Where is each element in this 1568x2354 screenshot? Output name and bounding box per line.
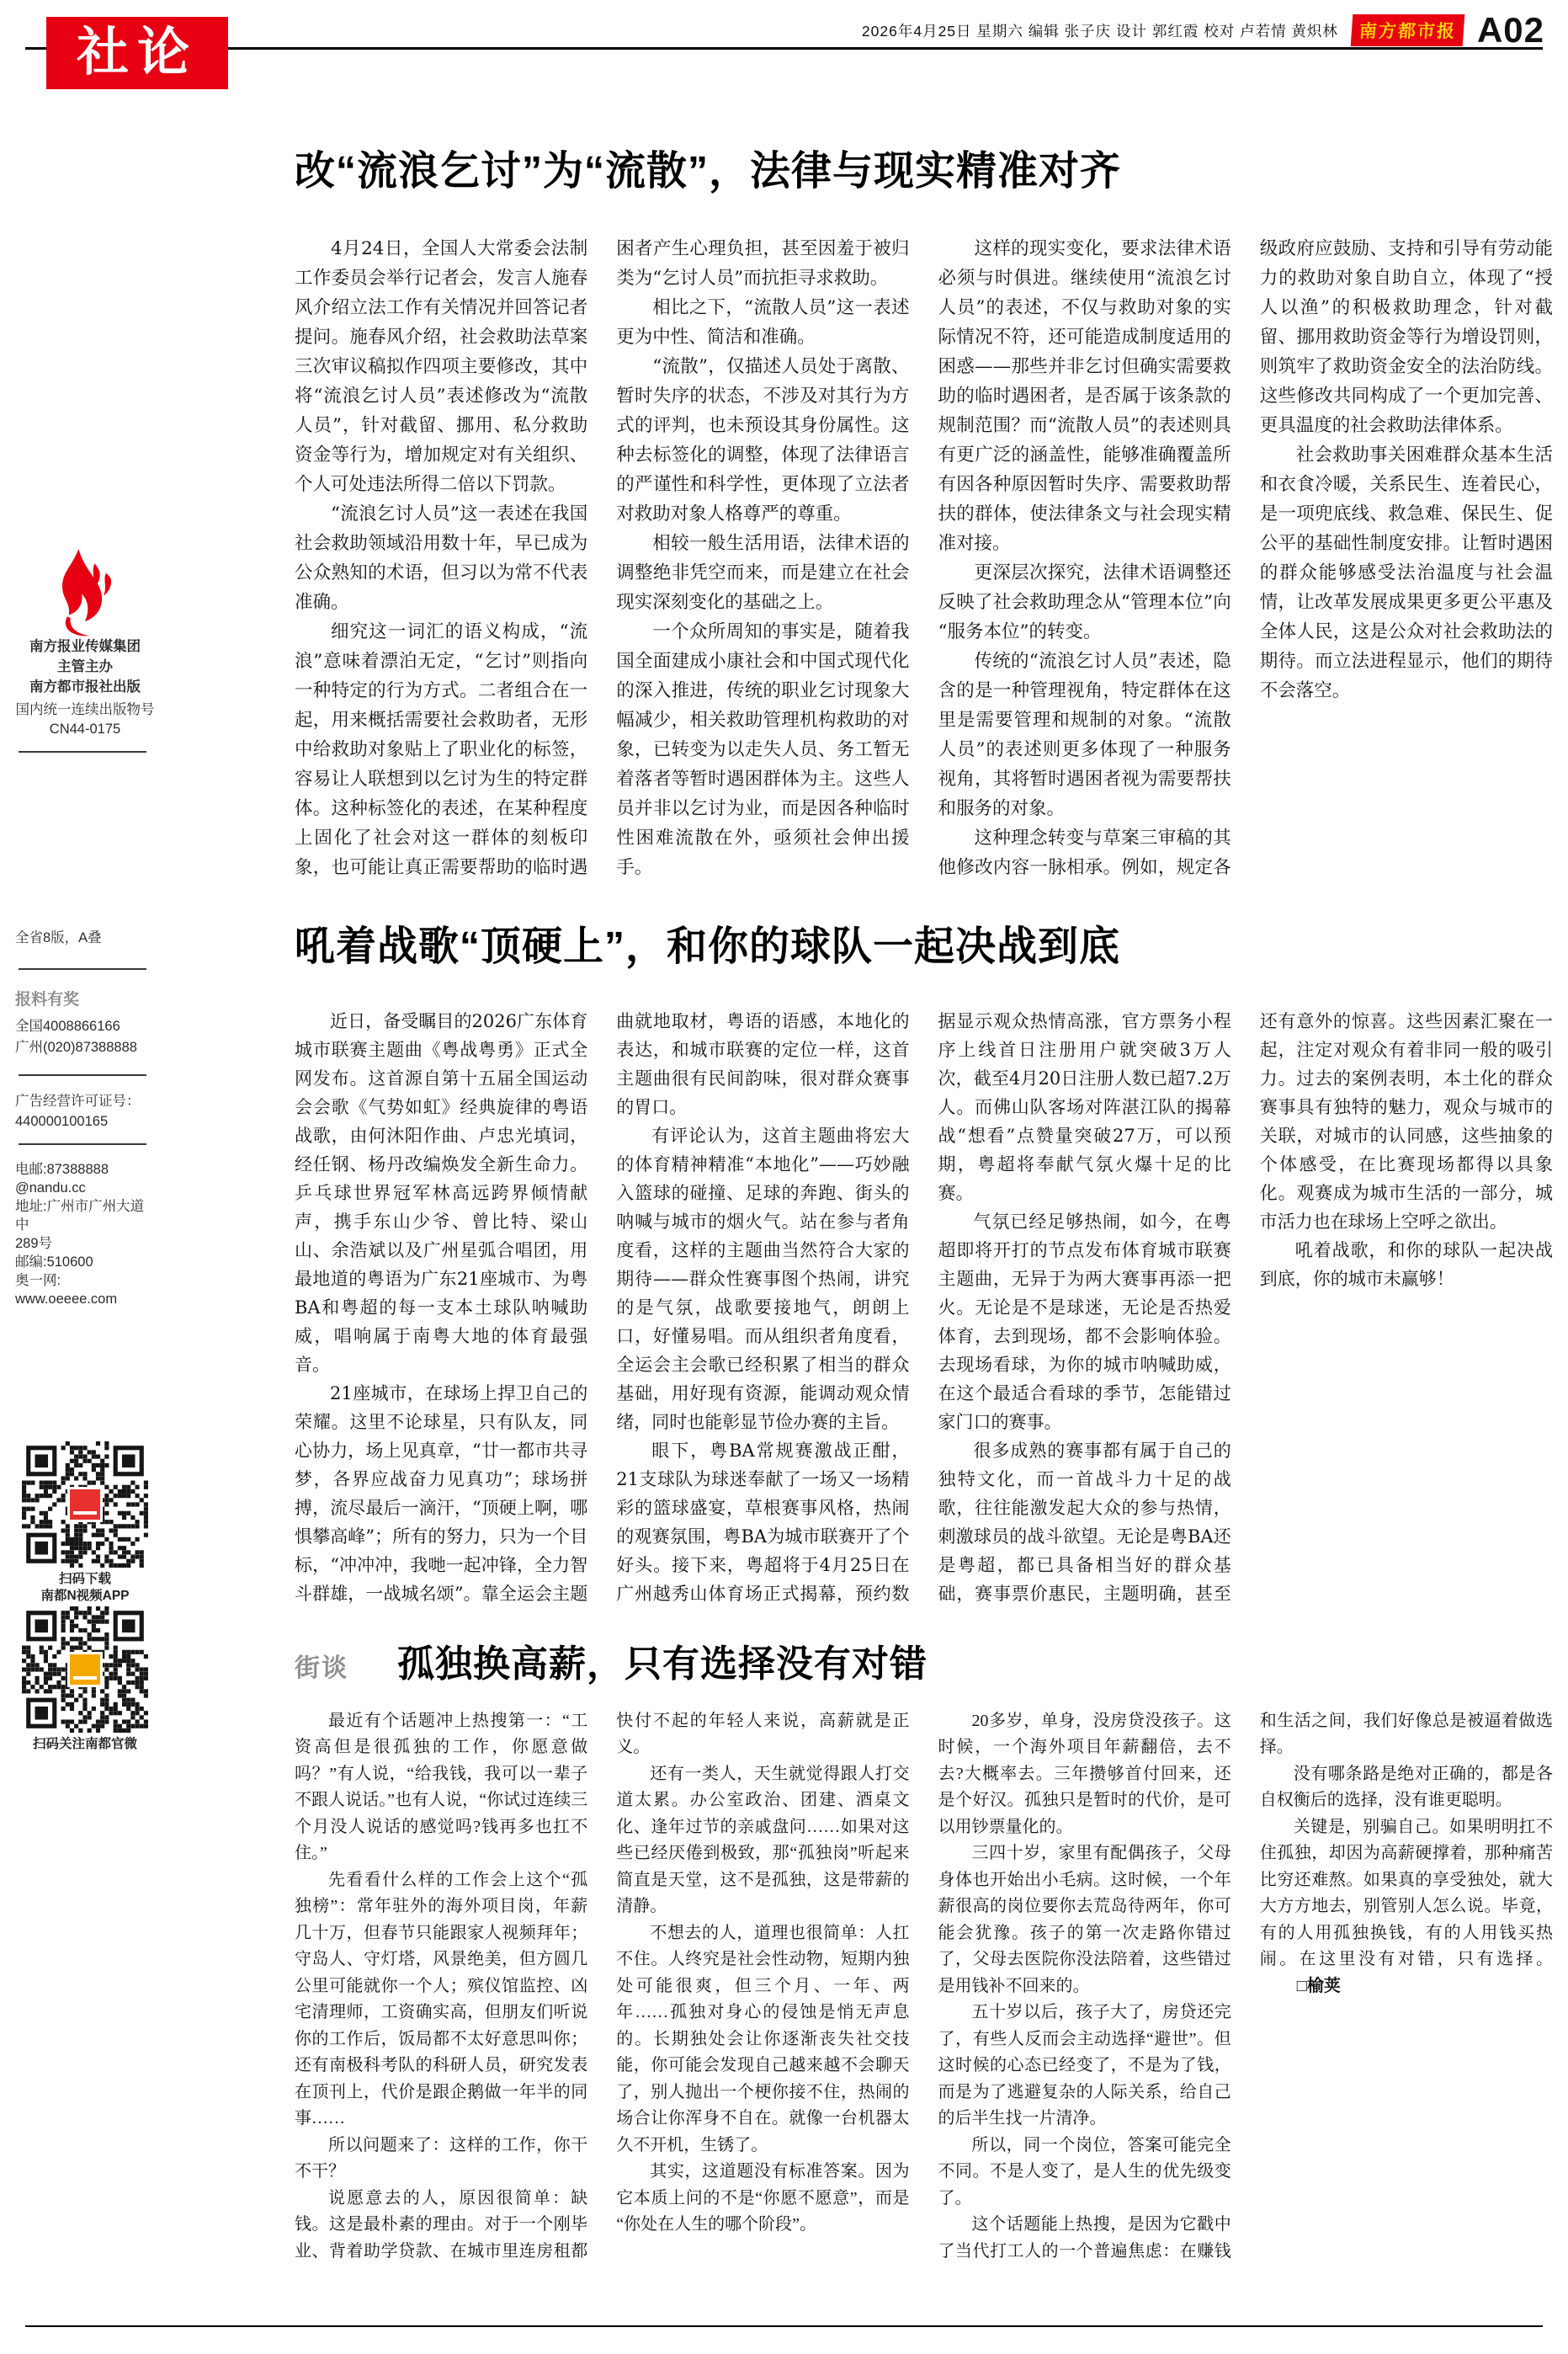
article-paragraph: 没有哪条路是绝对正确的，都是各自权衡后的选择，没有谁更聪明。 [1259, 1764, 1553, 1810]
sidebar-divider [19, 1074, 146, 1076]
masthead-logo: 南方都市报 [1351, 14, 1465, 46]
tipoff-phone: 全国4008866166 [15, 1019, 120, 1034]
article-paragraph: 近日，备受瞩目的2026广东体育城市联赛主题曲《粤战粤勇》正式全网发布。这首源自第十五届全国运动会会歌《气势如虹》经典旋律的粤语战歌，由何沐阳作曲、卢忠光填词，经任钢、杨丹改编焕发全新生命力。乒乓球世界冠军林高远跨界倾情献声，携手东山少爷、曾比特、梁山山、余浩斌以及广州星弧合唱团，用最地道的粤语为广东21座城市、为粤BA和粤超的每一支本土球队呐喊助威，唱响属于南粤大地的体育最强音。 [295, 1011, 588, 1376]
article-paragraph: 三四十岁，家里有配偶孩子，父母身体也开始出小毛病。这时候，一个年薪很高的岗位要你去荒岛待两年，你可能会犹豫。孩子的第一次走路你错过了，父母去医院你没法陪着，这些错过是用钱补不回来的。 [938, 1844, 1231, 1995]
article-paragraph: 4月24日，全国人大常委会法制工作委员会举行记者会，发言人施春风介绍立法工作有关情况并回答记者提问。施春风介绍，社会救助法草案三次审议稿拟作四项主要修改，其中将“流浪乞讨人员”表述修改为“流散人员”，针对截留、挪用、私分救助资金等行为，增加规定对有关组织、个人可处违法所得二倍以下罚款。 [295, 238, 588, 496]
flame-logo-wrap [15, 547, 155, 644]
qr-app-block [15, 1441, 155, 1605]
contact-line: www.oeeee.com [15, 1292, 118, 1307]
article-paragraph: 有评论认为，这首主题曲将宏大的体育精神精准“本地化”——巧妙融入篮球的碰撞、足球的奔跑、街头的呐喊与城市的烟火气。站在参与者角度看，这样的主题曲当然符合大家的期待——群众性赛事图个热闹，讲究的是气氛，战歌要接地气，朗朗上口，好懂易唱。而从组织者角度看，全运会主会歌已经积累了相当的群众基础，用好现有资源，能调动观众情绪，同时也能彰显节俭办赛的主旨。 [616, 1126, 910, 1433]
article-paragraph: 20多岁，单身，没房贷没孩子。这时候，一个海外项目年薪翻倍，去不去?大概率去。三年攒够首付回来，还是个好汉。孤独只是暂时的代价，是可以用钞票量化的。 [938, 1711, 1231, 1836]
article-paragraph: 相比之下，“流散人员”这一表述更为中性、简洁和准确。 [616, 297, 910, 349]
column-label: 街谈 [295, 1654, 348, 1682]
footer-rule [25, 2325, 1543, 2327]
article-1-title: 改“流浪乞讨”为“流散”，法律与现实精准对齐 [295, 149, 1122, 194]
article-sports-commentary [295, 924, 1553, 1611]
page-number: A02 [1476, 10, 1544, 50]
contact-line: @nandu.cc [15, 1180, 86, 1196]
ad-license-line: 广告经营许可证号： [15, 1094, 141, 1109]
ad-license-block [15, 1091, 155, 1132]
publisher-line: 南方报业传媒集团 [29, 639, 141, 654]
article-paragraph: “流散”，仅描述人员处于离散、暂时失序的状态，不涉及对其行为方式的评判，也未预设其身份属性。这种去标签化的调整，体现了法律语言的严谨性和科学性，更体现了立法者对救助对象人格尊严的尊重。 [616, 356, 910, 525]
article-3-body [295, 1708, 1553, 2277]
qr2-caption-line: 扫码关注南都官微 [32, 1737, 137, 1751]
article-paragraph: 说愿意去的人，原因很简单：缺钱。这是最朴素的理由。对于一个刚毕业、背着助学贷款、在城市里连房租都快付不起的年轻人来说，高薪就是正义。 [295, 1711, 910, 2261]
date-and-staff: 2026年4月25日 星期六 编辑 张子庆 设计 郭红霞 校对 卢若情 黄炽林 [861, 22, 1338, 40]
article-paragraph: 所以问题来了：这样的工作，你干不干？ [295, 2135, 588, 2181]
article-editorial [295, 148, 1553, 908]
publisher-block [15, 636, 155, 697]
article-paragraph: 这样的现实变化，要求法律术语必须与时俱进。继续使用“流浪乞讨人员”的表述，不仅与救助对象的实际情况不符，还可能造成制度适用的困惑——那些并非乞讨但确实需要救助的临时遇困者，是否属于该条款的规制范围？而“流散人员”的表述则具有更广泛的涵盖性，能够准确覆盖所有因各种原因暂时失序、需要救助帮扶的群体，使法律条文与社会现实精准对接。 [938, 238, 1231, 555]
nanfang-flame-icon [45, 547, 125, 640]
article-3-title-row [295, 1643, 1553, 1686]
article-paragraph: 气氛已经足够热闹，如今，在粤超即将开打的节点发布体育城市联赛主题曲，无异于为两大赛事再添一把火。无论是不是球迷，无论是否热爱体育，去到现场，都不会影响体验。去现场看球，为你的城市呐喊助威，在这个最适合看球的季节，怎能错过家门口的赛事。 [938, 1212, 1231, 1433]
article-paragraph: 这种理念转变与草案三审稿的其他修改内容一脉相承。例如，规定各级政府应鼓励、支持和引导有劳动能力的救助对象自助自立，体现了“授人以渔”的积极救助理念，针对截留、挪用救助资金等行为增设罚则，则筑牢了救助资金安全的法治防线。这些修改共同构成了一个更加完善、更具温度的社会救助法律体系。 [938, 238, 1553, 879]
article-2-title: 吼着战歌“顶硬上”，和你的球队一起决战到底 [295, 924, 1121, 969]
tipoff-title: 报料有奖 [15, 991, 80, 1009]
article-paragraph: 更深层次探究，法律术语调整还反映了社会救助理念从“管理本位”向“服务本位”的转变。 [938, 562, 1231, 643]
info-sidebar [15, 0, 155, 2354]
article-paragraph: 传统的“流浪乞讨人员”表述，隐含的是一种管理视角，特定群体在这里是需要管理和规制的对象。“流散人员”的表述则更多体现了一种服务视角，其将暂时遇困者视为需要帮扶和服务的对象。 [938, 651, 1231, 820]
contact-block [15, 1160, 155, 1308]
article-3-title: 孤独换高薪，只有选择没有对错 [397, 1643, 928, 1685]
article-paragraph: 不想去的人，道理也很简单：人扛不住。人终究是社会性动物，短期内独处可能很爽，但三个月、一年、两年……孤独对身心的侵蚀是悄无声息的。长期独处会让你逐渐丧失社交技能，你可能会发现自己越来越不会聊天了，别人抛出一个梗你接不住，热闹的场合让你浑身不自在。就像一台机器太久不开机，生锈了。 [616, 1923, 910, 2154]
sidebar-divider [19, 1143, 146, 1145]
section-label: 社论 [76, 24, 198, 82]
article-paragraph: 一个众所周知的事实是，随着我国全面建成小康社会和中国式现代化的深入推进，传统的职业乞讨现象大幅减少，相关救助管理机构救助的对象，已转变为以走失人员、务工暂无着落者等暂时遇困群体为主。这些人员并非以乞讨为业，而是因各种临时性困难流散在外，亟须社会伸出援手。 [616, 621, 910, 879]
article-paragraph: 最近有个话题冲上热搜第一：“工资高但是很孤独的工作，你愿意做吗？”有人说，“给我钱，我可以一辈子不跟人说话。”也有人说，“你试过连续三个月没人说话的感觉吗?钱再多也扛不住。” [295, 1711, 588, 1863]
contact-line: 289号 [15, 1236, 53, 1251]
article-paragraph: 很多成熟的赛事都有属于自己的独特文化，而一首战斗力十足的战歌，往往能激发起大众的参与热情，刺激球员的战斗欲望。无论是粤BA还是粤超，都已具备相当好的群众基础，赛事票价惠民，主题明确，甚至还有意外的惊喜。这些因素汇聚在一起，注定对观众有着非同一般的吸引力。过去的案例表明，本土化的群众赛事具有独特的魅力，观众与城市的关联，对城市的认同感，这些抽象的个体感受，在比赛现场都得以具象化。观赛成为城市生活的一部分，城市活力也在球场上空呼之欲出。 [938, 1011, 1553, 1605]
qr2-caption [15, 1736, 155, 1753]
article-paragraph: 社会救助事关困难群众基本生活和衣食冷暖，关系民生、连着民心，是一项兜底线、救急难、保民生、促公平的基础性制度安排。让暂时遇困的群众能够感受法治温度与社会温情，让改革发展成果更多更公平惠及全体人民，这是公众对社会救助法的期待。而立法进程显示，他们的期待不会落空。 [1259, 445, 1553, 702]
qr-code-nvideo-app [22, 1441, 148, 1568]
article-paragraph: 眼下，粤BA常规赛激战正酣，21支球队为球迷奉献了一场又一场精彩的篮球盛宴，草根赛事风格，热闹的观赛氛围，粤BA为城市联赛开了个好头。接下来，粤超将于4月25日在广州越秀山体育场正式揭幕，预约数据显示观众热情高涨，官方票务小程序上线首日注册用户就突破3万人次，截至4月20日注册人数已超7.2万人。而佛山队客场对阵湛江队的揭幕战“想看”点赞量突破27万，可以预期，粤超将奉献气氛火爆十足的比赛。 [616, 1011, 1231, 1605]
ad-license-line: 440000100165 [15, 1114, 109, 1129]
article-paragraph: 关键是，别骗自己。如果明明扛不住孤独，却因为高薪硬撑着，那种痛苦比穷还难熬。如果真的享受独处，就大大方方地去，别管别人怎么说。毕竟，有的人用孤独换钱，有的人用钱买热闹。在这里没有对错，只有选择。□榆荚 [1259, 1817, 1553, 1995]
edition-note: 全省8版，A叠 [15, 930, 102, 945]
tipoff-phone: 广州(020)87388888 [15, 1040, 137, 1055]
author-byline: □榆荚 [1296, 1976, 1341, 1995]
article-paragraph: 所以，同一个岗位，答案可能完全不同。不是人变了，是人生的优先级变了。 [938, 2135, 1231, 2208]
article-paragraph: 这个话题能上热搜，是因为它戳中了当代打工人的一个普遍焦虑：在赚钱和生活之间，我们好像总是被逼着做选择。 [938, 1711, 1553, 2261]
issn-block [15, 700, 155, 739]
qr-code-official-weibo [22, 1606, 148, 1733]
qr-weibo-block [15, 1606, 155, 1753]
contact-line: 电邮:87388888 [15, 1162, 109, 1177]
contact-line: 奥一网: [15, 1273, 61, 1288]
header-meta [862, 10, 1544, 51]
issn-line: 国内统一连续出版物号 [15, 702, 155, 717]
article-street-talk [295, 1643, 1553, 2277]
article-paragraph: 其实，这道题没有标准答案。因为它本质上问的不是“你愿不愿意”，而是“你处在人生的哪个阶段”。 [616, 2162, 910, 2234]
sidebar-divider [19, 751, 146, 753]
article-paragraph: 五十岁以后，孩子大了，房贷还完了，有些人反而会主动选择“避世”。但这时候的心态已经变了，不是为了钱，而是为了逃避复杂的人际关系，给自己的后半生找一片清净。 [938, 2003, 1231, 2128]
qr1-caption-line: 扫码下载 [58, 1572, 111, 1586]
article-2-body [295, 1007, 1553, 1611]
qr1-caption-line: 南都N视频APP [40, 1589, 130, 1603]
article-paragraph: 21座城市，在球场上捍卫自己的荣耀。这里不论球星，只有队友，同心协力，场上见真章，“廿一都市共寻梦，各界应战奋力见真功”；球场拼搏，流尽最后一滴汗，“顶硬上啊，哪惧攀高峰”；所有的努力，只为一个目标，“冲冲冲，我哋一起冲锋，全力智斗群雄，一战城名颂”。靠全运会主题曲就地取材，粤语的语感，本地化的表达，和城市联赛的定位一样，这首主题曲很有民间韵味，很对群众赛事的胃口。 [295, 1011, 910, 1605]
issn-line: CN44-0175 [49, 722, 121, 737]
contact-line: 邮编:510600 [15, 1254, 93, 1270]
section-label-box [46, 17, 228, 89]
article-paragraph: “流浪乞讨人员”这一表述在我国社会救助领域沿用数十年，早已成为公众熟知的术语，但习以为常不代表准确。 [295, 503, 588, 614]
article-paragraph: 先看看什么样的工作会上这个“孤独榜”：常年驻外的海外项目岗，年薪几十万，但春节只能跟家人视频拜年；守岛人、守灯塔，风景绝美，但方圆几公里可能就你一个人；殡仪馆监控、凶宅清理师，工资确实高，但朋友们听说你的工作后，饭局都不太好意思叫你；还有南极科考队的科研人员，研究发表在顶刊上，代价是跟企鹅做一年半的同事…… [295, 1870, 588, 2128]
article-paragraph: 相较一般生活用语，法律术语的调整绝非凭空而来，而是建立在社会现实深刻变化的基础之上。 [616, 533, 910, 614]
article-paragraph: 还有一类人，天生就觉得跟人打交道太累。办公室政治、团建、酒桌文化、逢年过节的亲戚盘问……如果对这些已经厌倦到极致，那“孤独岗”听起来简直是天堂，这不是孤独，这是带薪的清静。 [616, 1764, 910, 1916]
qr1-caption [15, 1571, 155, 1605]
article-paragraph: 细究这一词汇的语义构成，“流浪”意味着漂泊无定，“乞讨”则指向一种特定的行为方式。二者组合在一起，用来概括需要社会救助者，无形中给救助对象贴上了职业化的标签，容易让人联想到以乞讨为生的特定群体。这种标签化的表述，在某种程度上固化了社会对这一群体的刻板印象，也可能让真正需要帮助的临时遇困者产生心理负担，甚至因羞于被归类为“乞讨人员”而抗拒寻求救助。 [295, 238, 910, 879]
sidebar-divider [19, 968, 146, 970]
tipoff-phones [15, 1016, 155, 1058]
contact-line: 地址:广州市广州大道中 [15, 1199, 145, 1233]
publisher-line: 南方都市报社出版 [29, 679, 141, 695]
article-paragraph: 吼着战歌，和你的球队一起决战到底，你的城市未赢够！ [1259, 1240, 1553, 1290]
publisher-line: 主管主办 [57, 659, 113, 674]
article-1-body [295, 234, 1553, 908]
